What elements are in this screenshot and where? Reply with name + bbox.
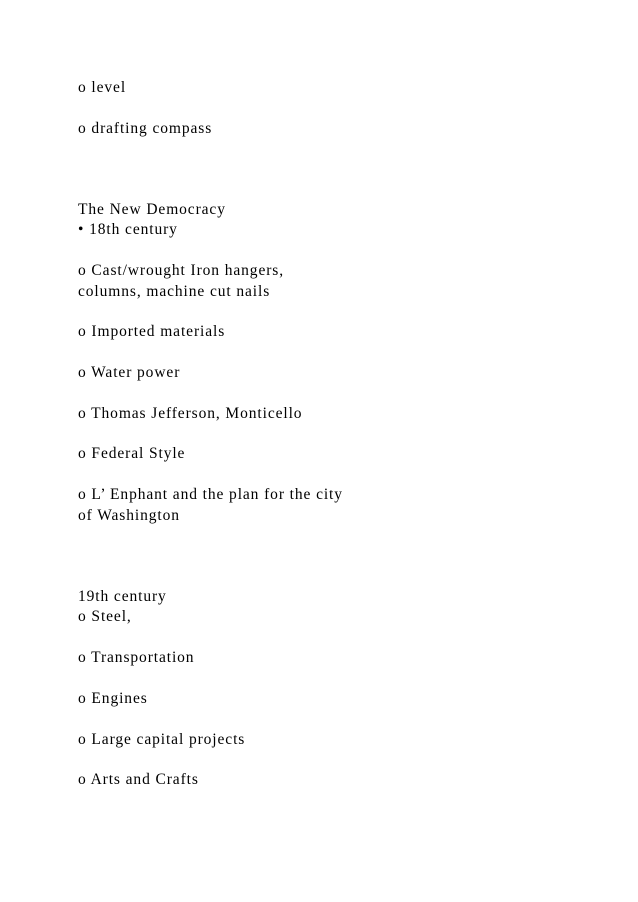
text-line: o Water power <box>78 364 181 381</box>
text-line: o Imported materials <box>78 323 226 340</box>
text-line: • 18th century <box>78 221 178 238</box>
section-heading: The New Democracy <box>78 201 226 218</box>
text-line: o Transportation <box>78 649 195 666</box>
text-line: o Federal Style <box>78 445 186 462</box>
text-line: o Engines <box>78 690 148 707</box>
text-line: o L’ Enphant and the plan for the city <box>78 486 343 503</box>
text-line: o Steel, <box>78 608 132 625</box>
section-heading: 19th century <box>78 588 167 605</box>
text-line: columns, machine cut nails <box>78 283 271 300</box>
text-line: o Cast/wrought Iron hangers, <box>78 262 285 279</box>
text-line: of Washington <box>78 507 180 524</box>
text-line: o level <box>78 79 127 96</box>
text-line: o Arts and Crafts <box>78 771 199 788</box>
text-line: o drafting compass <box>78 120 213 137</box>
text-line: o Large capital projects <box>78 731 246 748</box>
text-line: o Thomas Jefferson, Monticello <box>78 405 303 422</box>
